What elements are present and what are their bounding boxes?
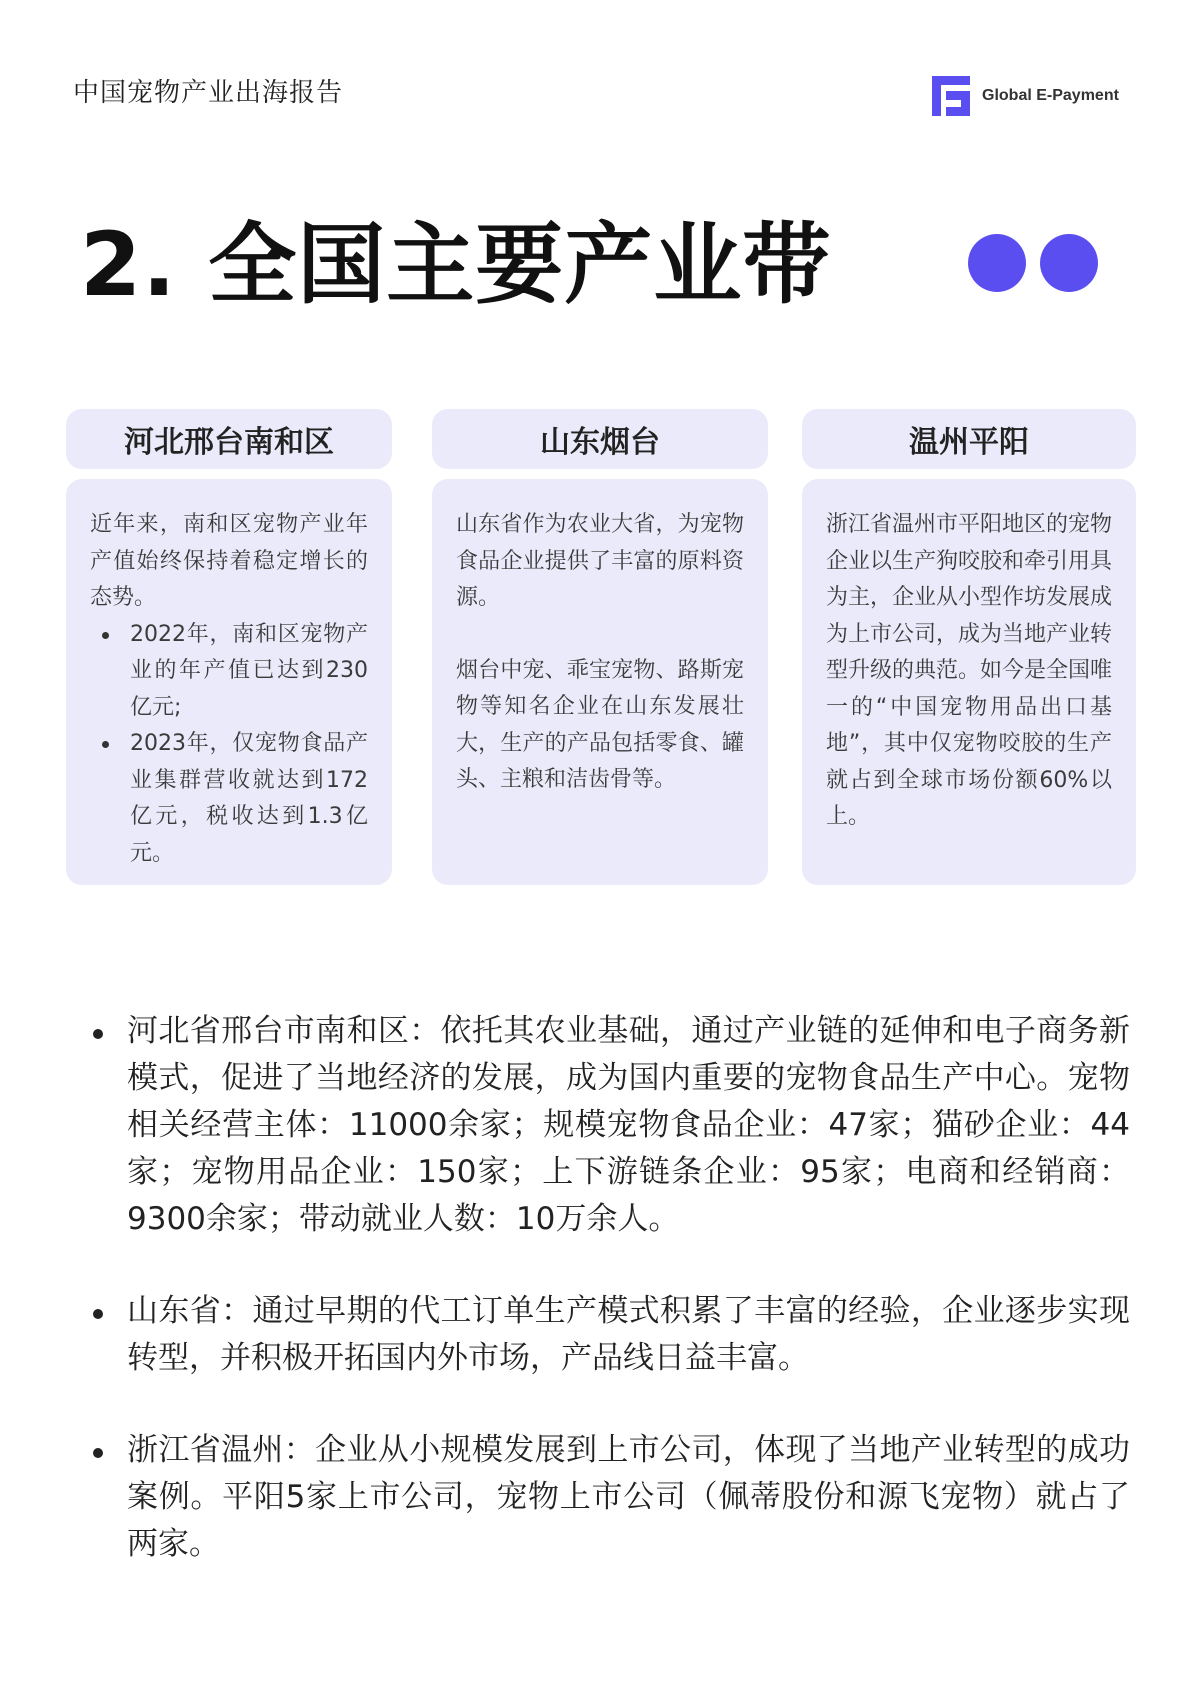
card-title-yantai: 山东烟台 xyxy=(432,409,768,469)
accent-dot xyxy=(968,234,1026,292)
decorative-dots xyxy=(968,234,1098,292)
card-paragraph: 浙江省温州市平阳地区的宠物企业以生产狗咬胶和牵引用具为主，企业从小型作坊发展成为上市公司，成为当地产业转型升级的典范。如今是全国唯一的“中国宠物用品出口基地”，其中仅宠物咬胶的生产就占到全球市场份额60%以上。 xyxy=(826,512,1113,829)
card-bullet-list xyxy=(90,617,368,873)
card-title-pingyang: 温州平阳 xyxy=(802,409,1136,469)
report-title: 中国宠物产业出海报告 xyxy=(73,78,344,108)
accent-dot xyxy=(1040,234,1098,292)
card-title-nanhe: 河北邢台南和区 xyxy=(66,409,392,469)
card-bullet: 2022年，南和区宠物产业的年产值已达到230亿元; xyxy=(90,617,368,727)
brand xyxy=(932,76,1119,116)
brand-logo-icon xyxy=(932,76,970,116)
brand-name: Global E-Payment xyxy=(982,87,1119,104)
summary-bullet-hebei: 河北省邢台市南和区：依托其农业基础，通过产业链的延伸和电子商务新模式，促进了当地经济的发展，成为国内重要的宠物食品生产中心。宠物相关经营主体：11000余家；规模宠物食品企业：47家；猫砂企业：44家；宠物用品企业：150家；上下游链条企业：95家；电商和经销商：9300余家；带动就业人数：10万余人。 xyxy=(90,1008,1130,1243)
card-body-pingyang xyxy=(802,479,1136,885)
summary-bullet-shandong: 山东省：通过早期的代工订单生产模式积累了丰富的经验，企业逐步实现转型，并积极开拓国内外市场，产品线日益丰富。 xyxy=(90,1288,1130,1382)
summary-bullet-zhejiang: 浙江省温州：企业从小规模发展到上市公司，体现了当地产业转型的成功案例。平阳5家上市公司，宠物上市公司（佩蒂股份和源飞宠物）就占了两家。 xyxy=(90,1427,1130,1568)
card-bullet: 2023年，仅宠物食品产业集群营收就达到172亿元，税收达到1.3亿元。 xyxy=(90,726,368,872)
section-heading: 2. 全国主要产业带 xyxy=(80,213,832,316)
summary-bullet-list xyxy=(90,1008,1130,1613)
card-paragraph: 烟台中宠、乖宝宠物、路斯宠物等知名企业在山东发展壮大，生产的产品包括零食、罐头、主粮和洁齿骨等。 xyxy=(456,657,744,792)
card-intro: 近年来，南和区宠物产业年产值始终保持着稳定增长的态势。 xyxy=(90,512,368,610)
card-paragraph: 山东省作为农业大省，为宠物食品企业提供了丰富的原料资源。 xyxy=(456,512,744,610)
card-body-nanhe xyxy=(66,479,392,885)
card-body-yantai xyxy=(432,479,768,885)
